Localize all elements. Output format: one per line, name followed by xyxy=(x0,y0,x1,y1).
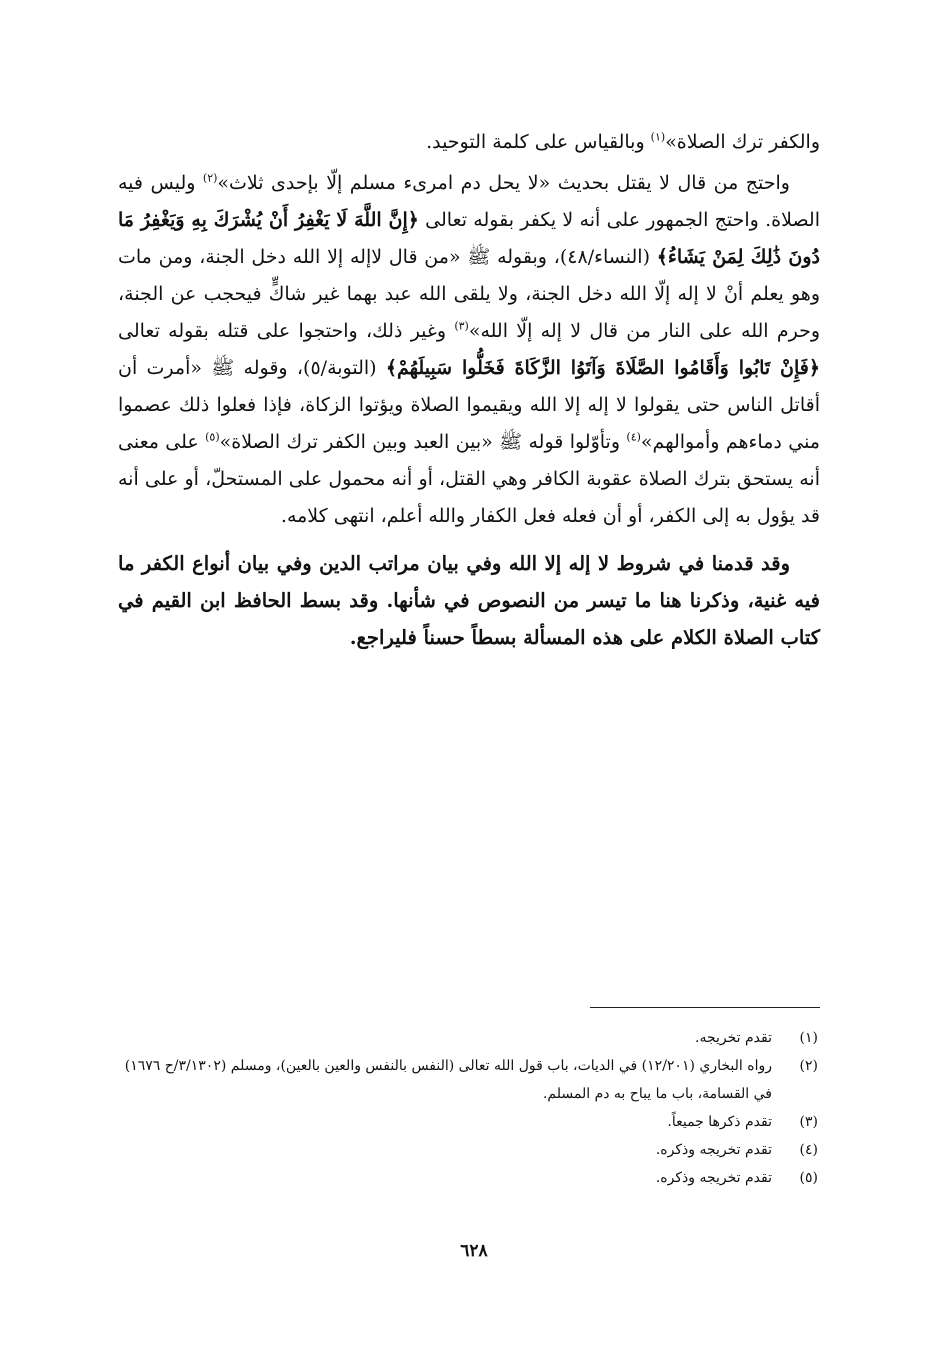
footnotes xyxy=(118,1024,820,1192)
footnote-number: (٤) xyxy=(799,1142,818,1158)
p1-text-b: وبالقياس على كلمة التوحيد. xyxy=(426,131,651,153)
quran-verse-1: ﴿إِنَّ اللَّهَ لَا يَغْفِرُ أَنْ يُشْرَكَ بِهِ وَيَغْفِرُ مَا دُونَ ذَٰلِكَ لِمَنْ يَشَاءُ﴾ xyxy=(118,209,821,268)
footnote-ref-1: (١) xyxy=(650,130,666,144)
footnote-text: تقدم تخريجه. xyxy=(695,1030,772,1046)
p2-sentence-4: وغير ذلك، واحتجوا على قتله بقوله تعالى xyxy=(118,320,455,342)
footnote-text: تقدم تخريجه وذكره. xyxy=(655,1142,772,1158)
footnote-3 xyxy=(118,1108,820,1136)
footnote-text: تقدم تخريجه وذكره. xyxy=(655,1170,772,1186)
p2-sentence-3: (النساء/٤٨)، وبقوله ﷺ «من قال لاإله إلا الله دخل الجنة، ومن مات وهو يعلم أنْ لا إله إلّا الله دخل الجنة، ولا يلقى الله عبد بهما غير شاكٍّ فيحجب عن الجنة، وحرم الله على النار من قال لا إله إلّا الله» xyxy=(118,246,820,342)
footnote-2 xyxy=(118,1052,820,1108)
page-number: ٦٢٨ xyxy=(460,1241,488,1261)
paragraph-3: وقد قدمنا في شروط لا إله إلا الله وفي بيان مراتب الدين وفي بيان أنواع الكفر ما فيه غنية، وذكرنا هنا ما تيسر من النصوص في شأنها. وقد بسط الحافظ ابن القيم في كتاب الصلاة الكلام على هذه المسألة بسطاً حسناً فليراجع. xyxy=(118,552,820,649)
footnote-5 xyxy=(118,1164,820,1192)
paragraph-1 xyxy=(118,124,820,161)
footnote-number: (٢) xyxy=(799,1058,818,1074)
p2-sentence-1: واحتج من قال لا يقتل بحديث «لا يحل دم امرىء مسلم إلّا بإحدى ثلاث» xyxy=(217,172,790,194)
footnote-1 xyxy=(118,1024,820,1052)
footnote-text: رواه البخاري (١٢/٢٠١) في الديات، باب قول الله تعالى (النفس بالنفس والعين بالعين)، ومسلم (٣/١٣٠٢/ح ١٦٧٦) في القسامة، باب ما يباح به دم المسلم. xyxy=(124,1058,772,1102)
p2-sentence-6: وتأوّلوا قوله ﷺ «بين العبد وبين الكفر ترك الصلاة» xyxy=(219,431,627,453)
footnote-ref-4: (٤) xyxy=(626,430,641,444)
footnote-text: تقدم ذكرها جميعاً. xyxy=(667,1114,772,1130)
footnote-ref-2: (٢) xyxy=(202,171,218,185)
p2-sentence-7: على معنى أنه يستحق بترك الصلاة عقوبة الكافر وهي القتل، أو أنه محمول على المستحلّ، أو على أنه قد يؤول به إلى الكفر، أو أن فعله فعل الكفار والله أعلم، انتهى كلامه. xyxy=(118,431,820,527)
p1-text-a: والكفر ترك الصلاة» xyxy=(665,131,820,153)
p2-sentence-2: وليس فيه الصلاة. واحتج الجمهور على أنه لا يكفر بقوله تعالى xyxy=(118,172,820,231)
p2-sentence-5: (التوبة/٥)، وقوله ﷺ «أمرت أن أقاتل الناس حتى يقولوا لا إله إلا الله ويقيموا الصلاة ويؤتوا الزكاة، فإذا فعلوا ذلك عصموا مني دماءهم وأموالهم» xyxy=(118,357,820,453)
quran-verse-2: ﴿فَإِنْ تَابُوا وَأَقَامُوا الصَّلَاةَ وَآتَوُا الزَّكَاةَ فَخَلُّوا سَبِيلَهُمْ﴾ xyxy=(385,357,821,379)
footnote-ref-5: (٥) xyxy=(205,430,220,444)
footnote-number: (٣) xyxy=(799,1114,818,1130)
main-text xyxy=(118,124,820,656)
footnote-4 xyxy=(118,1136,820,1164)
footnote-ref-3: (٣) xyxy=(454,319,469,333)
paragraph-2 xyxy=(118,165,820,535)
footnote-number: (٥) xyxy=(799,1170,818,1186)
footnote-number: (١) xyxy=(799,1030,818,1046)
footnote-divider xyxy=(590,1007,820,1008)
